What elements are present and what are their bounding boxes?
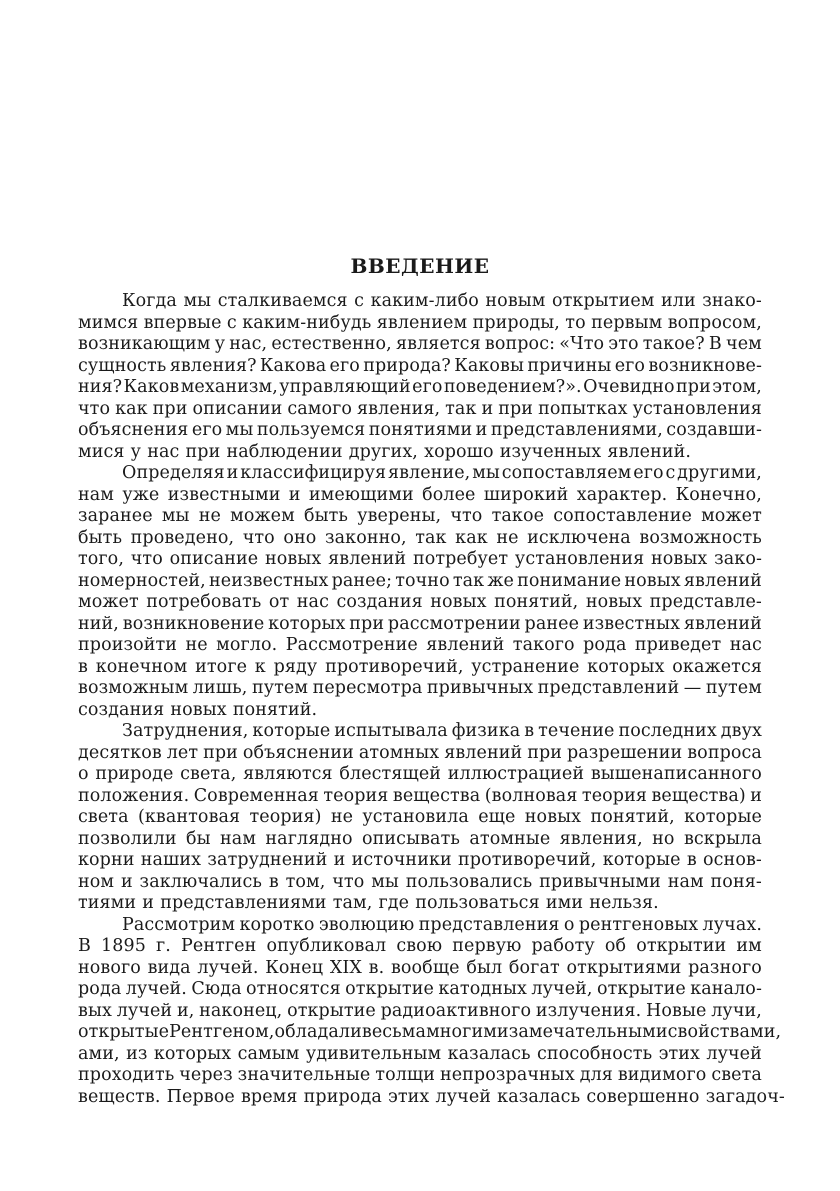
text-line: в конечном итоге к ряду противоречий, устранение которых окажется [78, 656, 762, 677]
text-line: того, что описание новых явлений потребует установления новых зако- [78, 549, 762, 569]
paragraph [78, 291, 762, 463]
text-line: что как при описании самого явления, так и при попытках установления [78, 398, 762, 419]
text-line: создания новых понятий. [78, 699, 318, 720]
text-line: заранее мы не можем быть уверены, что такое сопоставление может [78, 506, 762, 526]
text-line: тиями и представлениями там, где пользоваться ими нельзя. [78, 893, 659, 913]
page-title: ВВЕДЕНИЕ [350, 254, 490, 278]
text-line: нам уже известными и имеющими более широкий характер. Конечно, [78, 484, 762, 505]
text-line: Когда мы сталкиваемся с каким-либо новым открытием или знако- [122, 291, 762, 311]
text-line: проходить через значительные толщи непрозрачных для видимого света [78, 1065, 762, 1085]
text-line: Затруднения, которые испытывала физика в течение последних двух [122, 721, 762, 741]
text-line: десятков лет при объяснении атомных явлений при разрешении вопроса [78, 742, 762, 763]
text-line: возникающим у нас, естественно, является вопрос: «Что это такое? В чем [78, 334, 762, 354]
text-line: возможным лишь, путем пересмотра привычных представлений — путем [78, 678, 762, 698]
text-line: веществ. Первое время природа этих лучей казалась совершенно загадоч- [78, 1086, 785, 1107]
text-line: Определяя и классифицируя явление, мы сопоставляем его с другими, [122, 463, 762, 483]
text-line: мися у нас при наблюдении других, хорошо изученных явлений. [78, 441, 692, 462]
text-line: номерностей, неизвестных ранее; точно так же понимание новых явлений [78, 570, 762, 591]
text-line: произойти не могло. Рассмотрение явлений такого рода приведет нас [78, 635, 762, 655]
text-line: корни наших затруднений и источники противоречий, которые в основ- [78, 850, 762, 870]
text-line: мимся впервые с каким-нибудь явлением природы, то первым вопросом, [78, 312, 762, 333]
text-line: ном и заключались в том, что мы пользовались привычными нам поня- [78, 871, 762, 892]
text-line: сущность явления? Какова его природа? Каковы причины его возникнове- [78, 355, 762, 376]
text-line: света (квантовая теория) не установила еще новых понятий, которые [78, 807, 762, 827]
text-line: объяснения его мы пользуемся понятиями и представлениями, создавши- [78, 420, 762, 440]
document-body [78, 291, 785, 1108]
text-line: нового вида лучей. Конец XIX в. вообще был богат открытиями разного [78, 957, 762, 978]
text-line: ния? Каков механизм, управляющий его поведением?». Очевидно при этом, [78, 377, 762, 397]
text-line: может потребовать от нас создания новых понятий, новых представле- [78, 592, 762, 612]
paragraph [78, 721, 762, 915]
text-line: вых лучей и, наконец, открытие радиоактивного излучения. Новые лучи, [78, 1000, 762, 1021]
text-line: открытые Рентгеном, обладали весьма многими замечательными свойствами, [78, 1022, 782, 1042]
text-line: положения. Современная теория вещества (волновая теория вещества) и [78, 785, 762, 806]
paragraph [78, 914, 785, 1109]
text-line: ами, из которых самым удивительным казалась способность этих лучей [78, 1043, 762, 1064]
paragraph [78, 463, 762, 721]
text-line: Рассмотрим коротко эволюцию представления о рентгеновых лучах. [122, 914, 762, 935]
text-line: В 1895 г. Рентген опубликовал свою первую работу об открытии им [78, 936, 762, 956]
text-line: позволили бы нам наглядно описывать атомные явления, но вскрыла [78, 828, 762, 849]
text-line: рода лучей. Сюда относятся открытие катодных лучей, открытие канало- [78, 979, 762, 999]
text-line: ний, возникновение которых при рассмотрении ранее известных явлений [78, 613, 762, 634]
text-line: быть проведено, что оно законно, так как не исключена возможность [78, 527, 762, 548]
text-line: о природе света, являются блестящей иллюстрацией вышенаписанного [78, 764, 762, 784]
